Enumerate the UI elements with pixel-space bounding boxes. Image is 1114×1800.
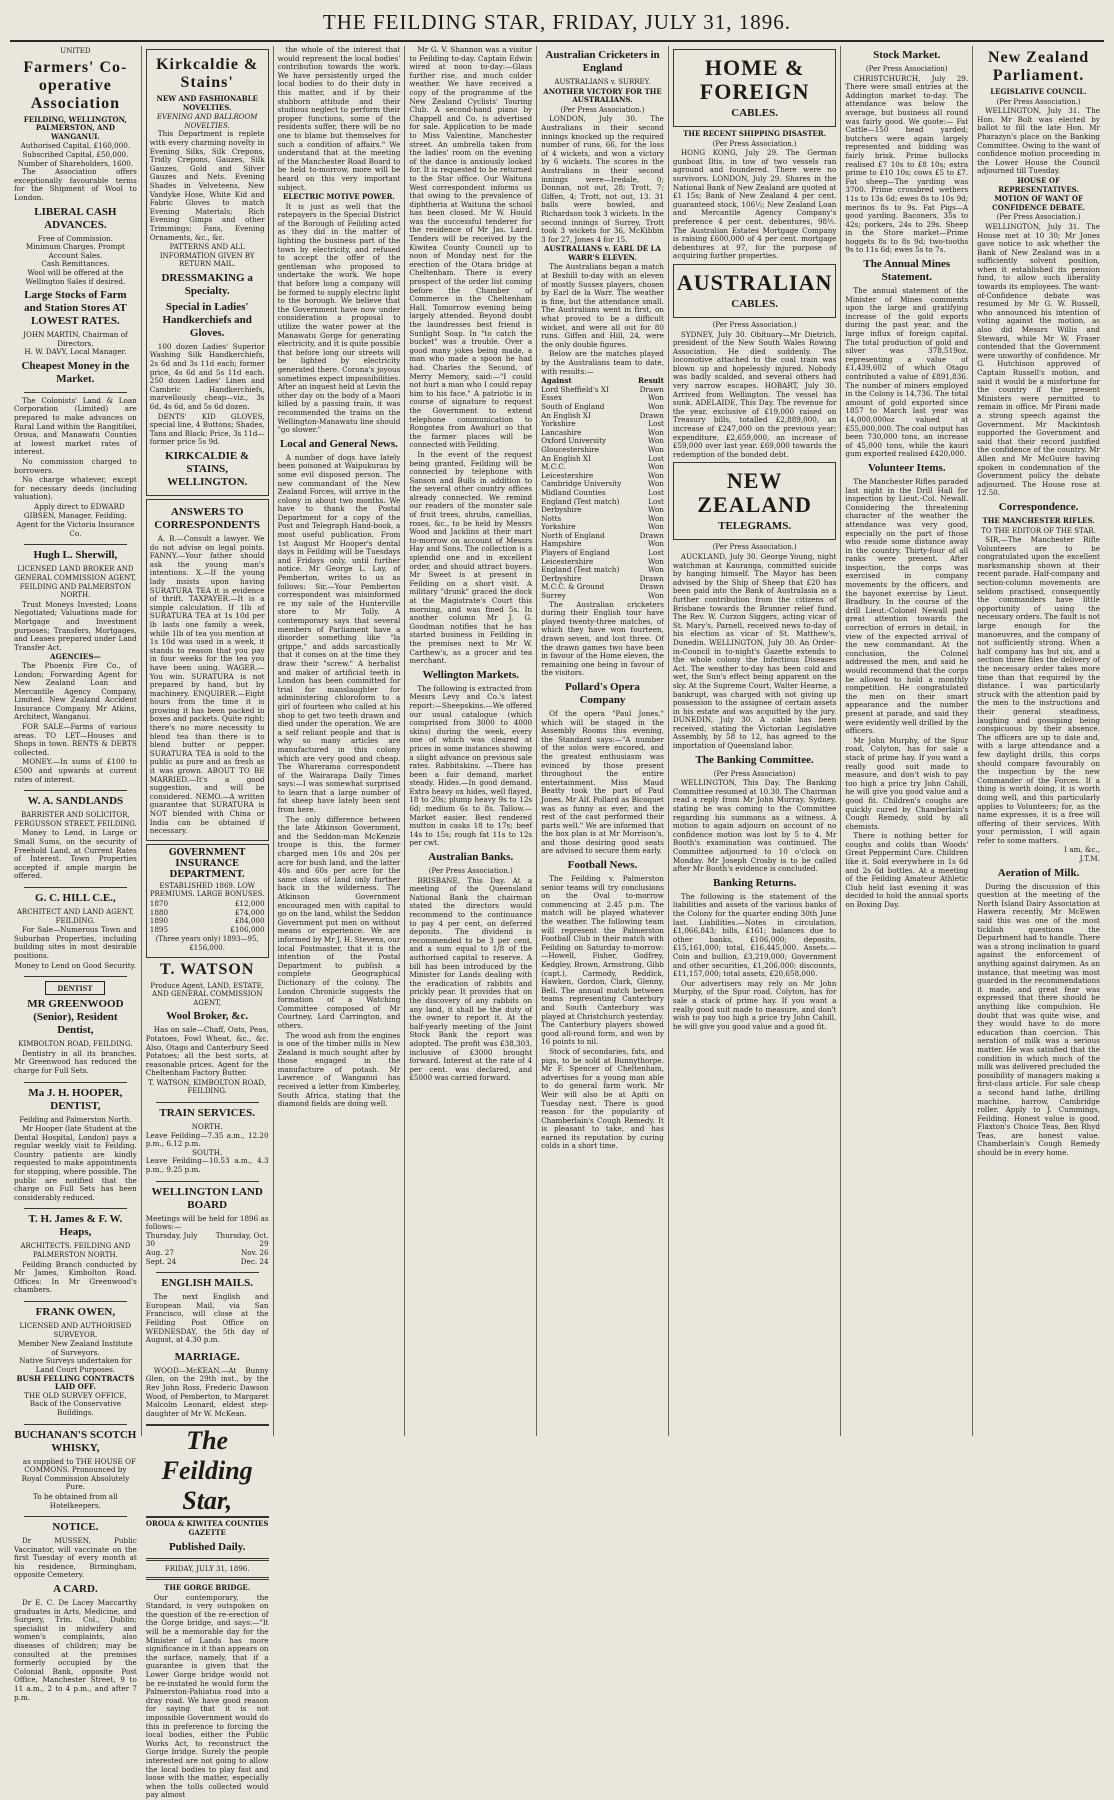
results-row: Lord Sheffield's XI Drawn xyxy=(541,384,664,394)
results-row: Notts Won xyxy=(541,513,664,523)
column-4: Mr G. V. Shannon was a visitor to Feilding to-day. Captain Edwin wired at noon to-day:—Glass further rise, and much colder weather. We have received a copy of the programme of the New Zealand Cyclists' Touring Club. A second-hand piano by Chappell and Co. is advertised for sale. Application to be made to Miss Valentine, Manchester street. An umbrella taken from the ladies' room on the evening of the dance is anxiously looked for. It is requested to be returned to the Star office. Our Waituna West correspondent informs us that owing to the prevalence of diphtheria at Waituna the school has been closed. Mr W. Hould was the successful tenderer for the residence of Mr Jas. Laird. Tenders will be received by the Kiwitea County Council up to noon of Monday next for the erection of the Otara bridge at Cheltenham. There is every prospect of the order list coming before the Chamber of Commerce in the Cheltenham Hall. Tomorrow evening being largely attended. Beyond doubt the laundresses best friend is Sunlight Soap. In "to catch the bucket" was a trouble. Over a good many jokes being made, a man who made a spoon he had had. Charles the Second, of Merry Memory, said:—"I could not hurt a man who I could repay him to his face." A patriotic is in course of signature to request the Government to extend telephone communication to Rongotea from Awahuri so that the farmer places will be connected with Feilding. In the event of the request being granted, Feilding will be connected by telephone with Sanson and Bulls in addition to the several other country offices already connected. We remind our readers of the monster sale of fruit trees, shrubs, camellias, roses, &c., to be held by Messrs Wood and Jacklins at their mart to-morrow on account of Messrs Hay and Sons. The collection is a splendid one and in excellent order, and should attract buyers. Mr Sweet is at present in Feilding on a short visit. A military "drunk" graced the dock at the Magistrate's Court this morning, and was fined 5s. In another column Mr J. G. Goodman notifies that he has started business in Feilding in the premises next to Mr W. Carthew's, as a grocer and tea merchant. Wellington Markets. The following is extracted from Messrs Levy and Co.'s latest report:—Sheepskins.—We offered our usual catalogue (which comprised from 3000 to 4000 skins) during the week, every one of which was cleared at prices in some instances showing a slight advance on previous sale rates. Rabbitskins. —There has been a fair demand, market steady. Hides.—In good demand. Extra heavy ox hides, well flayed, 18 to 20s; plump heavy 9s to 12s 6d; medium 6s to 8s. Tallow.—Market easier. Best rendered mutton in casks 18 to 17s; beef 14s to 15s; rough fat 11s to 12s per cwt. Australian Banks. (Per Press Association.) BRISBANE, This Day. At a meeting of the Queensland National Bank the chairman stated the directors would recommend to the continuance to pay 4 per cent, on deferred deposits. The dividend is recommended to be 3 per cent, and a sum equal to 1/8 of the authorised capital to reserve. A bill has been introduced by the Minister for Lands dealing with the eradication of rabbits and prickly pear. It provides that on the discovery of any rabbits on any land, it shall be the duty of the owner to report it. At the half-yearly meeting of the Joint Stock Bank the report was adopted. The profit was £38,303, inclusive of £3000 brought forward. Interest at the rate of 4 per cent. was declared, and £5000 was carried forward. xyxy=(405,46,537,1436)
results-row: An English XI Drawn xyxy=(541,410,664,420)
results-header: Against Result xyxy=(541,376,664,386)
sandlands-ad: W. A. SANDLANDS BARRISTER AND SOLICITOR, FERGUSSON STREET, FEILDING. Money to Lend, in Large or Small Sums, on the security of Freehold Land, at Current Rates of Interest. Town Properties accepted if ample margin be offered. xyxy=(14,795,137,881)
column-7: Stock Market. (Per Press Association) CHRISTCHURCH, July 29. There were small entries at the Addington market to-day. The attendance was below the average, but business all round was fairly good. We quote:— Fat Cattle—150 head yarded; butchers were again largely represented and bidding was fairly brisk. Prime bullocks realised £7 10s to £8 10s; extra prime to £10 10s; cows £5 to £7. Fat sheep—The yarding was 3700. Prime crossbred wethers 11s to 13s 6d; ewes 8s to 10s 9d; merinos 8s to 9s. Fat Pigs—A good yarding. Baconers, 35s to 42s; porkers, 24s to 29s. Sheep in the Store market—Prime hoggets 8s to 8s 9d; two-tooths 9s to 11s 6d; ewes 5s to 7s. The Annual Mines Statement. The annual statement of the Minister of Mines comments upon the large and gratifying increase of the gold exports during the past year, and the large influx of foreign capital. The total production of gold and silver was 378,519oz, representing a value of £1,439,602 of which Otago contributed a value of £891,836. The number of miners employed in the Colony is 14,736. The total amount of gold exported since 1857 to March last year was 14,000,000oz valued at £55,000,000. The coal output has been 730,000 tons, an increase of 45,000 tons, while the kauri gum exported realised £420,000. Volunteer Items. The Manchester Rifles paraded last night in the Drill Hall for inspection by Lieut.-Col. Newall. Considering the threatening character of the weather the attendance was very good, especially on the part of those who reside some distance away in the country. Thirty-four of all ranks were present. After inspection, the corps was exercised in company movements by the officers, and the bayonet exercise by Lieut. Bradbury. In the course of the drill Lieut.-Colonel Newall paid great attention towards the correction of errors in detail, in view of the expected arrival of the new commandant. At the conclusion, the Colonel addressed the men, and said he would recommend that the corps be allowed to hold a monthly competition. He congratulated the men on their smart appearance and the number present at parade, and said they were evidently well drilled by the officers. Mr John Murphy, of the Spur road, Colyton, has for sale a stack of prime hay. If you want a really good suit made to measure, and don't wish to pay too high a price try John Cahill, he will give you good value and a good fit. Children's coughs are quickly cured by Chamberlain's Cough Remedy, sold by all chemists. There is nothing better for coughs and colds than Woods' Great Peppermint Cure. Children like it. Sold everywhere in 1s 6d and 2s 6d bottles. At a meeting of the Feilding Amateur Athletic Club held last evening it was decided to hold the annual sports on Boxing Day. xyxy=(841,46,973,1436)
columns xyxy=(10,45,1104,1800)
land-board: WELLINGTON LAND BOARD Meetings will be held for 1896 as follows:— Thursday, July 30 Thursday, Oct. 29 Aug. 27 Nov. 26 Sept. 24 Dec. 24 xyxy=(145,1185,269,1266)
results-row: South of England Won xyxy=(541,401,664,411)
govt-row: 1890 £84,000 xyxy=(149,916,265,926)
hooper-ad: Ma J. H. HOOPER, DENTIST, Feilding and Palmerston North. Mr Hooper (late Student at the Dental Hospital, London) pays a regular weekly visit to Feilding. Country patients are kindly requested to make appointments for stopping, where possible. The public are notified that the charge on Full Sets has been considerably reduced. xyxy=(14,1086,137,1202)
answers-ad: ANSWERS TO CORRESPONDENTS A. B.—Consult a lawyer. We do not advise on legal points. FANNY.—Your father should ask the young man's intentions. X.—If the young lady insists upon having SURATURA TEA it is evidence of thrift. TAXPAYER.—It is a simple calculation. If 1lb of SURATURA TEA at 1s 10d per lb lasts one family a week, while 1lb of tea you mention at 1s 10d was used in a week, it stands to reason that you pay in four weeks for the tea you have been using. WAGER.—You win. SURATURA is not prepared by hand, but by machinery. ENQUIRER.—Eight hours from the time it is growing it has been packed in boxes and packets. Quite right; there's no more necessity to blend tea than there is to blend butter or pepper. SURATURA TEA is sold to the public as pure and as fresh as it was grown. ABOUT TO BE MARRIED.—It's a good suggestion, and will be considered. NEMO.—A written guarantee that SURATURA is NOT blended with China or India can be obtained if necessary. xyxy=(146,499,269,841)
results-table xyxy=(541,386,664,601)
masthead: THE FEILDING STAR, FRIDAY, JULY 31, 1896. xyxy=(10,6,1104,42)
watson-ad: T. WATSON Produce Agent, LAND, ESTATE, AND GENERAL COMMISSION AGENT, Wool Broker, &c. Has on sale—Chaff, Oats, Peas, Potatoes, Fowl Wheat, &c., &c. Also, Otago and Canterbury Seed Potatoes; all the best sorts, at reasonable prices. Agent for the Cheltenham Factory Butter. T. WATSON, KIMBOLTON ROAD, FEILDING. xyxy=(145,960,269,1096)
results-row: Gloucestershire Won xyxy=(541,444,664,454)
column-2: Kirkcaldie & Stains' NEW AND FASHIONABLE NOVELTIES. EVENING AND BALLROOM NOVELTIES. This Department is replete with every charming novelty in Evening Silks, Silk Crepons, Tridly Crepons, Gauzes, Silk Gauzes, Gold and Silver Gauzes and Nets. Evening Shades in Velveteens, New Vandyke Hose, White Kid and Fabric Gloves to match Evening Materials; Rich Evening Gimps and other Trimmings; Fans, Evening Ornaments, &c., &c. PATTERNS AND ALL INFORMATION GIVEN BY RETURN MAIL. DRESSMAKING a Specialty. Special in Ladies' Handkerchiefs and Gloves. 100 dozen Ladies' Superior Washing Silk Handkerchiefs, 2s 6d and 3s 11d each; former price, 4s 6d and 5s 11d each. 250 dozen Ladies' Linen and Cambric Handkerchiefs, marvellously cheap—viz., 3s 6d, 4s 6d, and 5s 6d dozen. DENTS' KID GLOVES, special line, 4 Buttons; Shades, Tans and Black; Price, 3s 11d—former price 5s 9d. KIRKCALDIE & STAINS, WELLINGTON. ANSWERS TO CORRESPONDENTS A. B.—Consult a lawyer. We do not advise on legal points. FANNY.—Your father should ask the young man's intentions. X.—If the young lady insists upon having SURATURA TEA it is evidence of thrift. TAXPAYER.—It is a simple calculation. If 1lb of SURATURA TEA at 1s 10d per lb lasts one family a week, while 1lb of tea you mention at 1s 10d was used in a week, it stands to reason that you pay in four weeks for the tea you have been using. WAGER.—You win. SURATURA is not prepared by hand, but by machinery. ENQUIRER.—Eight hours from the time it is growing it has been packed in boxes and packets. Quite right; there's no more necessity to blend tea than there is to blend butter or pepper. SURATURA TEA is sold to the public as pure and as fresh as it was grown. ABOUT TO BE MARRIED.—It's a good suggestion, and will be considered. NEMO.—A written guarantee that SURATURA is NOT blended with China or India can be obtained if necessary. GOVERNMENT INSURANCE DEPARTMENT. ESTABLISHED 1869. LOW PREMIUMS. LARGE BONUSES. 1870 £12,000 1880 £74,000 1890 £84,000 1895 £106,000 (Three years only) 1893—95, £156,000. T. WATSON Produce Agent, LAND, ESTATE, AND GENERAL COMMISSION AGENT, Wool Broker, &c. Has on sale—Chaff, Oats, Peas, Potatoes, Fowl Wheat, &c., &c. Also, Otago and Canterbury Seed Potatoes; all the best sorts, at reasonable prices. Agent for the Cheltenham Factory Butter. T. WATSON, KIMBOLTON ROAD, FEILDING. TRAIN SERVICES. NORTH. Leave Feilding—7.35 a.m., 12.20 p.m., 6.12 p.m. SOUTH. Leave Feilding—10.53 a.m., 4.3 p.m., 9.25 p.m. WELLINGTON LAND BOARD Meetings will be held for 1896 as follows:— Thursday, July 30 Thursday, Oct. 29 Aug. 27 Nov. 26 Sept. 24 Dec. 24 ENGLISH MAILS. The next English and European Mail, via San Francisco, will close at the Feilding Post Office on WEDNESDAY, the 5th day of August, at 4.30 p.m. MARRIAGE. WOOD—McKEAN.—At Bunny Glen, on the 29th inst., by the Rev John Ross, Frederic Dawson Wood, of Pemberton, to Margaret Malcolm Leonard, eldest step-daughter of Mr W. McKean. The Feilding Star, OROUA & KIWITEA COUNTIES GAZETTE Published Daily. FRIDAY, JULY 31, 1896. THE GORGE BRIDGE. Our contemporary, the Standard, is very outspoken on the question of the re-erection of the Gorge bridge, and says:—"It will be a memorable day for the Minister of Lands has more significance in it than appears on the surface, namely, that if a guarantee is given that the Lower Gorge bridge would not be re-instated he would form the Palmerston-Pahiatua road into a dray road. We have good reason for saying that it is not impossible Government would do this in preference to forcing the local bodies, either the Public Works Act, to reconstruct the Gorge bridge. Surely the people interested are not going to allow the local bodies to play fast and loose with the matter, especially when the tolls collected would pay almost xyxy=(142,46,274,1436)
results-row: An English XI Lost xyxy=(541,453,664,463)
svg-text:DENTIST: DENTIST xyxy=(57,984,93,994)
results-row: England (Test match) Lost xyxy=(541,496,664,506)
train-services: TRAIN SERVICES. NORTH. Leave Feilding—7.35 a.m., 12.20 p.m., 6.12 p.m. SOUTH. Leave Feilding—10.53 a.m., 4.3 p.m., 9.25 p.m. xyxy=(145,1107,269,1175)
results-row: Lancashire Won xyxy=(541,427,664,437)
govt-row: 1880 £74,000 xyxy=(149,907,265,917)
james-heaps-ad: T. H. James & F. W. Heaps, ARCHITECTS. FEILDING AND PALMERSTON NORTH. Feilding Branch conducted by Mr James, Kimbolton Road. Offices: In Mr Greenwood's chambers. xyxy=(14,1213,137,1295)
results-row: Oxford University Won xyxy=(541,436,664,446)
colonists-ad: The Colonists' Land & Loan Corporation (Limited) are prepared to make advances on Rural Land within the Rangitikei, Oroua, and Manawatu Counties at lowest market rates of interest. No commission charged to borrowers. No charge whatever, except for necessary deeds (including valuation). Apply direct to EDWARD GIBSEN, Manager, Feilding. Agent for the Victoria Insurance Co. xyxy=(14,395,137,538)
govt-row: 1895 £106,000 xyxy=(149,924,265,934)
column-5: Australian Cricketers in England AUSTRALIANS v. SURREY. ANOTHER VICTORY FOR THE AUSTRALIANS. (Per Press Association.) LONDON, July 30. The Australians in their second innings knocked up the required number of runs, 66, for the loss of 4 wickets, and won a victory by 6 wickets. The scores in the Australians in their second innings were—Iredale, 0; Donnan, not out, 28; Trott, 7; Giffen, 4; Trott, not out, 13. 31 balls were bowled, and Richardson took 3 wickets. In the second innings of Surrey, Trott took 3 wickets for 36, McKibbin 3 for 27, Jones 4 for 15. AUSTRALIANS v. EARL DE LA WARR'S ELEVEN. The Australians began a match at Bexhill to-day with an eleven of mostly Sussex players, chosen by Earl de la Warr. The weather is fine, but the attendance small. The Australians went in first, on what proved to be a difficult wicket, and were all out for 80 runs. Giffen and Hill, 24, were the only double figures. Below are the matches played by the Australians team to date, with results:— Against Result Lord Sheffield's XI Drawn Essex Won South of England Won An English XI Drawn Yorkshire Lost Lancashire Won Oxford University Won Gloucestershire Won An English XI Lost M.C.C. Won Leicestershire Won Cambridge University Won Midland Counties Lost England (Test match) Lost Derbyshire Won Notts Won Yorkshire Won North of England Drawn Hampshire Won Players of England Lost Leicestershire Won England (Test match) Won Derbyshire Drawn M.C.C. & Ground Drawn Surrey Won The Australian cricketers during their English tour have played twenty-three matches, of which they have won fourteen, drawn seven, and lost three. Of the drawn games two have been in favour of the Home eleven, the remaining one being in favour of the visitors. Pollard's Opera Company Of the opera "Paul Jones," which will be staged in the Assembly Rooms this evening, the Standard says:—"A number of the solos were encored, and the greatest enthusiasm was evinced by those present throughout the entire entertainment. Miss Maud Beatty took the part of Paul Jones. Mr Alf. Pollard as Bicoquet was as funny as ever, and the rest of the cast performed their parts well." We are informed that the box plan is at Mr Morrison's, and those desiring good seats are advised to secure them early. Football News. The Feilding v. Palmerston senior teams will try conclusions on the Oval to-morrow commencing at 2.45 p.m. The match will be played whatever the weather. The following team will represent the Palmerston Football Club in their match with Feilding on Saturday to-morrow:—Howell, Fisher, Godfrey, Kedgley, Brown, Armstrong, Gibb (capt.), Carmody, Reddick, Hawken, Gordon, Clark, Glenny, Bell. The annual match between teams representing Canterbury and South Canterbury was played at Christchurch yesterday. The Canterbury players showed good all-round form, and won by 16 points to nil. Stock of secondaries, fats, and pigs, to be sold at Bunnythorpe. Mr F. Spencer of Cheltenham, advertises for a young man able to do general farm work. Mr Weir will also be at Apiti on Tuesday next. There is good reason for the popularity of Chamberlain's Cough Remedy. It is pleasant to take, and has earned its reputation by curing colds in a short time. xyxy=(537,46,669,1436)
dentist-emblem-icon xyxy=(45,981,105,995)
results-row: Derbyshire Drawn xyxy=(541,573,664,583)
results-row: Yorkshire Lost xyxy=(541,419,664,429)
feilding-star-flag: The Feilding Star, xyxy=(146,1424,269,1518)
gorge-bridge-article: THE GORGE BRIDGE. Our contemporary, the Standard, is very outspoken on the question of the re-erection of the Gorge bridge, and says:—"It will be a memorable day for the Minister of Lands has more significance in it than appears on the surface, namely, that if a guarantee is given that the Lower Gorge bridge would not be re-instated he would form the Palmerston-Pahiatua road into a dray road. We have good reason for saying that it is not impossible Government would do this in preference to forcing the local bodies, either the Public Works Act, to reconstruct the Gorge bridge. Surely the people interested are not going to allow the local bodies to play fast and loose with the matter, especially when the tolls collected would pay almost xyxy=(145,1583,269,1800)
notice-ad: NOTICE. Dr MUSSEN, Public Vaccinator, will vaccinate on the first Tuesday of every month at his residence, Birmingham, opposite Cemetery. A CARD. Dr E. C. De Lacey Maccarthy graduates in Arts, Medicine, and Surgery, Trin. Col., Dublin; specialist in midwifery and women's complaints, also diseases of children; may be consulted at the premises formerly occupied by the Colonial Bank, opposite Post Office, Manchester Street, 9 to 11 a.m., 2 to 4 p.m., and after 7 p.m. xyxy=(14,1521,137,1702)
results-row: Leicestershire Won xyxy=(541,556,664,566)
kirkcaldie-ad: Kirkcaldie & Stains' NEW AND FASHIONABLE NOVELTIES. EVENING AND BALLROOM NOVELTIES. This Department is replete with every charming novelty in Evening Silks, Silk Crepons, Tridly Crepons, Gauzes, Silk Gauzes, Gold and Silver Gauzes and Nets. Evening Shades in Velveteens, New Vandyke Hose, White Kid and Fabric Gloves to match Evening Materials; Rich Evening Gimps and other Trimmings; Fans, Evening Ornaments, &c., &c. PATTERNS AND ALL INFORMATION GIVEN BY RETURN MAIL. DRESSMAKING a Specialty. Special in Ladies' Handkerchiefs and Gloves. 100 dozen Ladies' Superior Washing Silk Handkerchiefs, 2s 6d and 3s 11d each; former price, 4s 6d and 5s 11d each. 250 dozen Ladies' Linen and Cambric Handkerchiefs, marvellously cheap—viz., 3s 6d, 4s 6d, and 5s 6d dozen. DENTS' KID GLOVES, special line, 4 Buttons; Shades, Tans and Black; Price, 3s 11d—former price 5s 9d. KIRKCALDIE & STAINS, WELLINGTON. xyxy=(146,49,269,496)
govt-insurance-ad: GOVERNMENT INSURANCE DEPARTMENT. ESTABLISHED 1869. LOW PREMIUMS. LARGE BONUSES. 1870 £12,000 1880 £74,000 1890 £84,000 1895 £106,000 (Three years only) 1893—95, £156,000. xyxy=(146,844,269,958)
column-1 xyxy=(10,46,142,1702)
results-row: Cambridge University Won xyxy=(541,479,664,489)
greenwood-ad: DENTIST MR GREENWOOD (Senior), Resident Dentist, KIMBOLTON ROAD, FEILDING. Dentistry in all its branches. Mr Greenwood has reduced the charge for Full Sets. xyxy=(14,981,137,1075)
sherwill-ad: Hugh L. Sherwill, LICENSED LAND BROKER AND GENERAL COMMISSION AGENT, FEILDING AND PALMERSTON NORTH. Trust Moneys Invested; Loans Negotiated; Valuations made for Mortgage and Investment purposes; Transfers, Mortgages, and Leases prepared under Land Transfer Act. AGENCIES— The Phoenix Fire Co., of London; Forwarding Agent for New Zealand Loan and Mercantile Agency Company, Limited. New Zealand Accident Insurance Company. Mr Atkins, Architect, Wanganui. FOR SALE—Farms of various areas. TO LET—Houses and Shops in town. RENTS & DEBTS collected. MONEY.—In sums of £100 to £500 and upwards at current rates of interest. xyxy=(14,549,137,784)
results-row: M.C.C. Won xyxy=(541,462,664,472)
results-row: Essex Won xyxy=(541,393,664,403)
marriage-notice: MARRIAGE. WOOD—McKEAN.—At Bunny Glen, on the 29th inst., by the Rev John Ross, Frederic Dawson Wood, of Pemberton, to Margaret Malcolm Leonard, eldest step-daughter of Mr W. McKean. xyxy=(145,1350,269,1418)
farmers-sub: FEILDING, WELLINGTON, PALMERSTON, AND WANGANUI. xyxy=(23,114,127,141)
results-row: Derbyshire Won xyxy=(541,505,664,515)
buchanan-ad: BUCHANAN'S SCOTCH WHISKY, as supplied to THE HOUSE OF COMMONS. Pronounced by Royal Commission Absolutely Pure. To be obtained from all Hotelkeepers. xyxy=(14,1428,137,1510)
farmers-title: Farmers' Co-operative Association xyxy=(23,58,128,112)
govt-row: 1870 £12,000 xyxy=(149,898,265,908)
results-row: Players of England Lost xyxy=(541,548,664,558)
results-row: Yorkshire Won xyxy=(541,522,664,532)
column-6: HOME & FOREIGN CABLES. THE RECENT SHIPPING DISASTER. (Per Press Association.) HONG KONG, July 29. The German gunboat Iltis, in tow of two vessels ran aground and foundered. There were no survivors. LONDON, July 29. Shares in the National Bank of New Zealand are quoted at £1 15s; Bank of New Zealand 4 per cent. guaranteed stock, 106½; New Zealand Loan and Mercantile Agency Company's preference 4 per cent. debentures, 98½. The Australian Estates Mortgage Company is raising £600,000 of 4 per cent. mortgage debentures at 97, for the purpose of acquiring further properties. AUSTRALIAN CABLES. (Per Press Association.) SYDNEY, July 30. Obituary—Mr Dietrich, president of the New South Wales Rowing Association. He died suddenly. The locomotive attached to the coal train was blown up and hopelessly injured. Nobody was badly scalded, and several others had very narrow escapes. HOBART, July 30. Arrived from Wellington. The vessel has sunk. ADELAIDE, This Day. The revenue for the year, exclusive of £19,000 raised on Treasury bills, totalled £2,889,000, an increase of £247,000 on the previous year; expenditure, £2,659,000, an increase of £59,000 over last year. £69,000 towards the redemption of the bonded debt. NEW ZEALAND TELEGRAMS. (Per Press Association.) AUCKLAND, July 30. George Young, night watchman at Kauranga, committed suicide by hanging himself. The Mayor has been advised by the Ship of Sheep that £20 has been paid into the Bank of Australasia as a further contribution from the citizens of Brisbane towards the Brunner relief fund. The Rev. W. Curzon Siggers, acting vicar of St. Mary's, Parnell, received news to-day of his election as vicar of St. Matthew's, Dunedin. WELLINGTON, July 30. An Order-in-Council in to-night's Gazette extends to the whole colony the Infectious Diseases Act. The weather to-day has been cold and wet, the Sun's effect being apparent on the sky. At the Supreme Court, Walter Hearne, a bankrupt, was charged with not giving up possession to the assignee of certain assets in his estate and was acquitted by the jury. DUNEDIN, July 30. A cable has been received, stating the Victorian Legislative Assembly, by 58 to 12, has agreed to the importation of Queensland labor. The Banking Committee. (Per Press Association) WELLINGTON, This Day. The Banking Committee resumed at 10.30. The Chairman read a reply from Mr John Murray, Sydney, stating he was coming to the Committee regarding his summons as a witness. A motion to again adjourn on account of no confidence motion was lost by 5 to 4. Mr Booth's examination was continued. The Committee adjourned to 10 o'clock on Monday. Mr Joseph Crosby is to be called after Mr Booth's evidence is concluded. Banking Returns. The following is the statement of the liabilities and assets of the various banks of the Colony for the quarter ending 30th June last. Liabilities.—Notes in circulation, £1,066,843; bills, £161; balances due to other banks, £106,000; deposits, £15,161,000; total, £16,445,000. Assets.—Coin and bullion, £3,219,000; Government and other securities, £1,206,000; discounts, £11,157,000; total assets, £20,658,000. Our advertisers may rely on Mr John Murphy, of the Spur road, Colyton, has for sale a stack of prime hay. If you want a really good suit made to measure, and don't wish to pay too high a price try John Cahill, he will give you good value and a good fit. xyxy=(669,46,841,1436)
results-row: England (Test match) Won xyxy=(541,565,664,575)
owen-ad: FRANK OWEN, LICENSED AND AUTHORISED SURVEYOR. Member New Zealand Institute of Surveyors. Native Surveys undertaken for Land Court Purposes. BUSH FELLING CONTRACTS LAID OFF. THE OLD SURVEY OFFICE, Back of the Conservative Buildings. xyxy=(16,1306,135,1417)
results-row: Hampshire Won xyxy=(541,539,664,549)
hill-ad: G. C. HILL C.E., ARCHITECT AND LAND AGENT, FEILDING. For Sale—Numerous Town and Suburban Properties, including building sites in most desirable positions. Money to Lend on Good Security. xyxy=(14,891,137,970)
results-row: Leicestershire Won xyxy=(541,470,664,480)
column-3: the whole of the interest that would represent the local bodies' contribution towards the work. We have persistently urged the local bodies to do their duty in this matter, and if by their stubborn attitude and their studious neglect to perform their proper functions, some of the residents suffer, there will be no one to blame but themselves for such a condition of affairs." We understand that at the meeting of the Manchester Road Board to be held to-morrow, more will be heard on this very important subject. ELECTRIC MOTIVE POWER. It is just as well that the ratepayers in the Special District of the Borough of Feilding acted as they did in the matter of lighting the business part of the town by electricity, and refused to accept the offer of the gentleman who proposed to undertake the work. We hope that before long a company will be formed to supply electric light to the borough. We believe that the Government have now under consideration a proposal to utilize the water power at the Manawatu Gorge for generating electricity, and it is quite possible that before long our streets will be lighted by electricity generated there. Corona's joyous sometimes expect impossibilities. After an inquest held at Levin the other day on the body of a Maori killed by a passing train, it was recommended the trains on the Wellington-Manawatu line should "go slower." Local and General News. A number of dogs have lately been poisoned at Waipukurau by some evil disposed person. The new commandant of the New Zealand Forces, will arrive in the colony in about two months. We have to thank the Postal Department for a copy of the Post and Telegraph Hand-book, a most useful publication. From 1st August Mr Hooper's dental days in Feilding will be Tuesdays and Fridays only, until further notice. Mr George L. Lay, of Pemberton, writes to us as follows: Sir,—Your Pemberton correspondent was misinformed re my sale of the Hunterville store to Mr Tolly. A contemporary says that several members of Parliament have a disorder something like "la grippe," and adds sarcastically that it comes on at the time they draw their "screw." A herbalist and maker of artificial teeth in London has been committed for trial for manslaughter for administering chloroform to a girl of fourteen who called at his shop to get two teeth drawn and died under the operation. We are a self reliant people and that is why so many articles are manufactured in this colony which are very good and cheap. The Wharerama correspondent of the Wairarapa Daily Times says:—I was somewhat surprised to learn that a large number of fat sheep have lately been sent from here. The only difference between the late Atkinson Government, and the Seddon-man McKenzie troupe is this, the former charged men 10s and 20s per acre for bush land, and the latter 40s and 60s per acre for the same class of land only further back in the wilderness. The Atkinson Government encouraged men with capital to go on the land, whilst the Seddon Government put men on without means or experience. We are informed by Mr J. H. Stevens, our local Postmaster, that it is the intention of the Postal Department to publish a complete Geographical Dictionary of the colony. The London Chronicle suggests the formation of a Watching Committee composed of Mr Courtney, Lord Carrington, and others. The wood ash from the engines is one of the timber mills in New Zealand is much sought after by those engaged in the manufacture of potash. Mr Lawrence of Wanganui has received a letter from Kimberley, South Africa, stating that the diamond fields are doing well. xyxy=(274,46,406,1436)
column-8: New Zealand Parliament. LEGISLATIVE COUNCIL. (Per Press Association.) WELLINGTON, July 31. The Hon. Mr Bolt was elected by ballot to fill the late Hon. Mr Pharazyn's place on the Banking Committee. Owing to the want of confidence motion proceeding in the Lower House the Council adjourned till Tuesday. HOUSE OF REPRESENTATIVES. MOTION OF WANT OF CONFIDENCE DEBATE. (Per Press Association.) WELLINGTON, July 31. The House met at 10 30; Mr Jones gave notice to ask whether the Bank of New Zealand was in a sufficiently solvent position, when it established its pension fund, to allow such liberality towards its employees. The want-of-Confidence debate was resumed by Mr G. W. Russell, who announced his intention of voting against the motion, as also did Messrs Willis and Steward, while Mr W. Fraser contended that the Government were unworthy of confidence. Mr G. Hutchison approved of Captain Russell's motion, and said it would be a misfortune for the country if the present Ministers were permitted to remain in office. Mr Pirani made a strong speech against the Government. Mr Mackintosh supported the Government and said that their record justified the confidence of the country. Mr Allen and Mr McGuire having spoken in condemnation of the Government policy the debate adjourned. The House rose at 12.50. Correspondence. THE MANCHESTER RIFLES. TO THE EDITOR OF THE STAR. SIR,—The Manchester Rifle Volunteers are to be congratulated upon the excellent marksmanship shown at their recent parade. Half-company and section-column movements are seldom practised, consequently the commanders have little opportunity of using the necessary orders. The fault is not large enough for the manoeuvres, and the company of not sufficiently strong. When a half company has but six, and a section three files the delivery of the necessary order takes more time than that required by the distance. I was particularly struck with the attention paid by the men to the instructions and their general steadiness, laughing and gossiping being conspicuous by their absence. The officers are up to date and, with a large attendance and a few daylight drills, this corps should compare favourably on the inspection by the new Commander of the Forces. If a thing is worth doing, it is worth doing well, and this particularly applies to Volunteers; for, as the name expresses, it is a free will offering of their services. With your permission, I will again refer to some matters. I am, &c., J.T.M. Aeration of Milk. During the discussion of this question at the meeting of the North Island Dairy Association at Hawera recently, Mr McEwen said this was one of the most ticklish questions the Department had to handle. There was a strong inclination to guard against the enforcement of anything against dairymen. As an instance, that meeting was most guarded in the recommendations it made, and great fear was expressed that there should be anything like compulsion. He doubt that was quite wise, and they would have to do more education than coercion. This aeration of milk was a serious matter. He was satisfied that the condition in which much of the milk was delivered precluded the possibility of managers making a first-class article. For sale cheap a second hand lathe, drilling machine, harrow, Cambridge roller. Apply to J. Cummings, Feilding. Honest value is good. Flaxton's Choice Teas, Ben Rhyd Teas, are honest value. Chamberlain's Cough Remedy should be in every home. xyxy=(977,49,1100,1158)
results-row: North of England Drawn xyxy=(541,530,664,540)
results-row: Midland Counties Lost xyxy=(541,487,664,497)
english-mails: ENGLISH MAILS. The next English and European Mail, via San Francisco, will close at the Feilding Post Office on WEDNESDAY, the 5th day of August, at 4.30 p.m. xyxy=(145,1277,269,1345)
results-row: Surrey Won xyxy=(541,591,664,601)
results-row: M.C.C. & Ground Drawn xyxy=(541,582,664,592)
farmers-ad: UNITED Farmers' Co-operative Association FEILDING, WELLINGTON, PALMERSTON, AND WANGANUI. Authorised Capital, £160,000. Subscribed Capital, £50,000. Number of Shareholders, 1600. The Association offers exceptionally favourable terms for the Shipment of Wool to London. LIBERAL CASH ADVANCES. Free of Commission. Minimum Charges. Prompt Account Sales. Cash Remittances. Wool will be offered at the Wellington Sales if desired. Large Stocks of Farm and Station Stores AT LOWEST RATES. JOHN MARTIN, Chairman of Directors. H. W. DAVY, Local Manager. Cheapest Money in the Market. xyxy=(14,47,137,385)
